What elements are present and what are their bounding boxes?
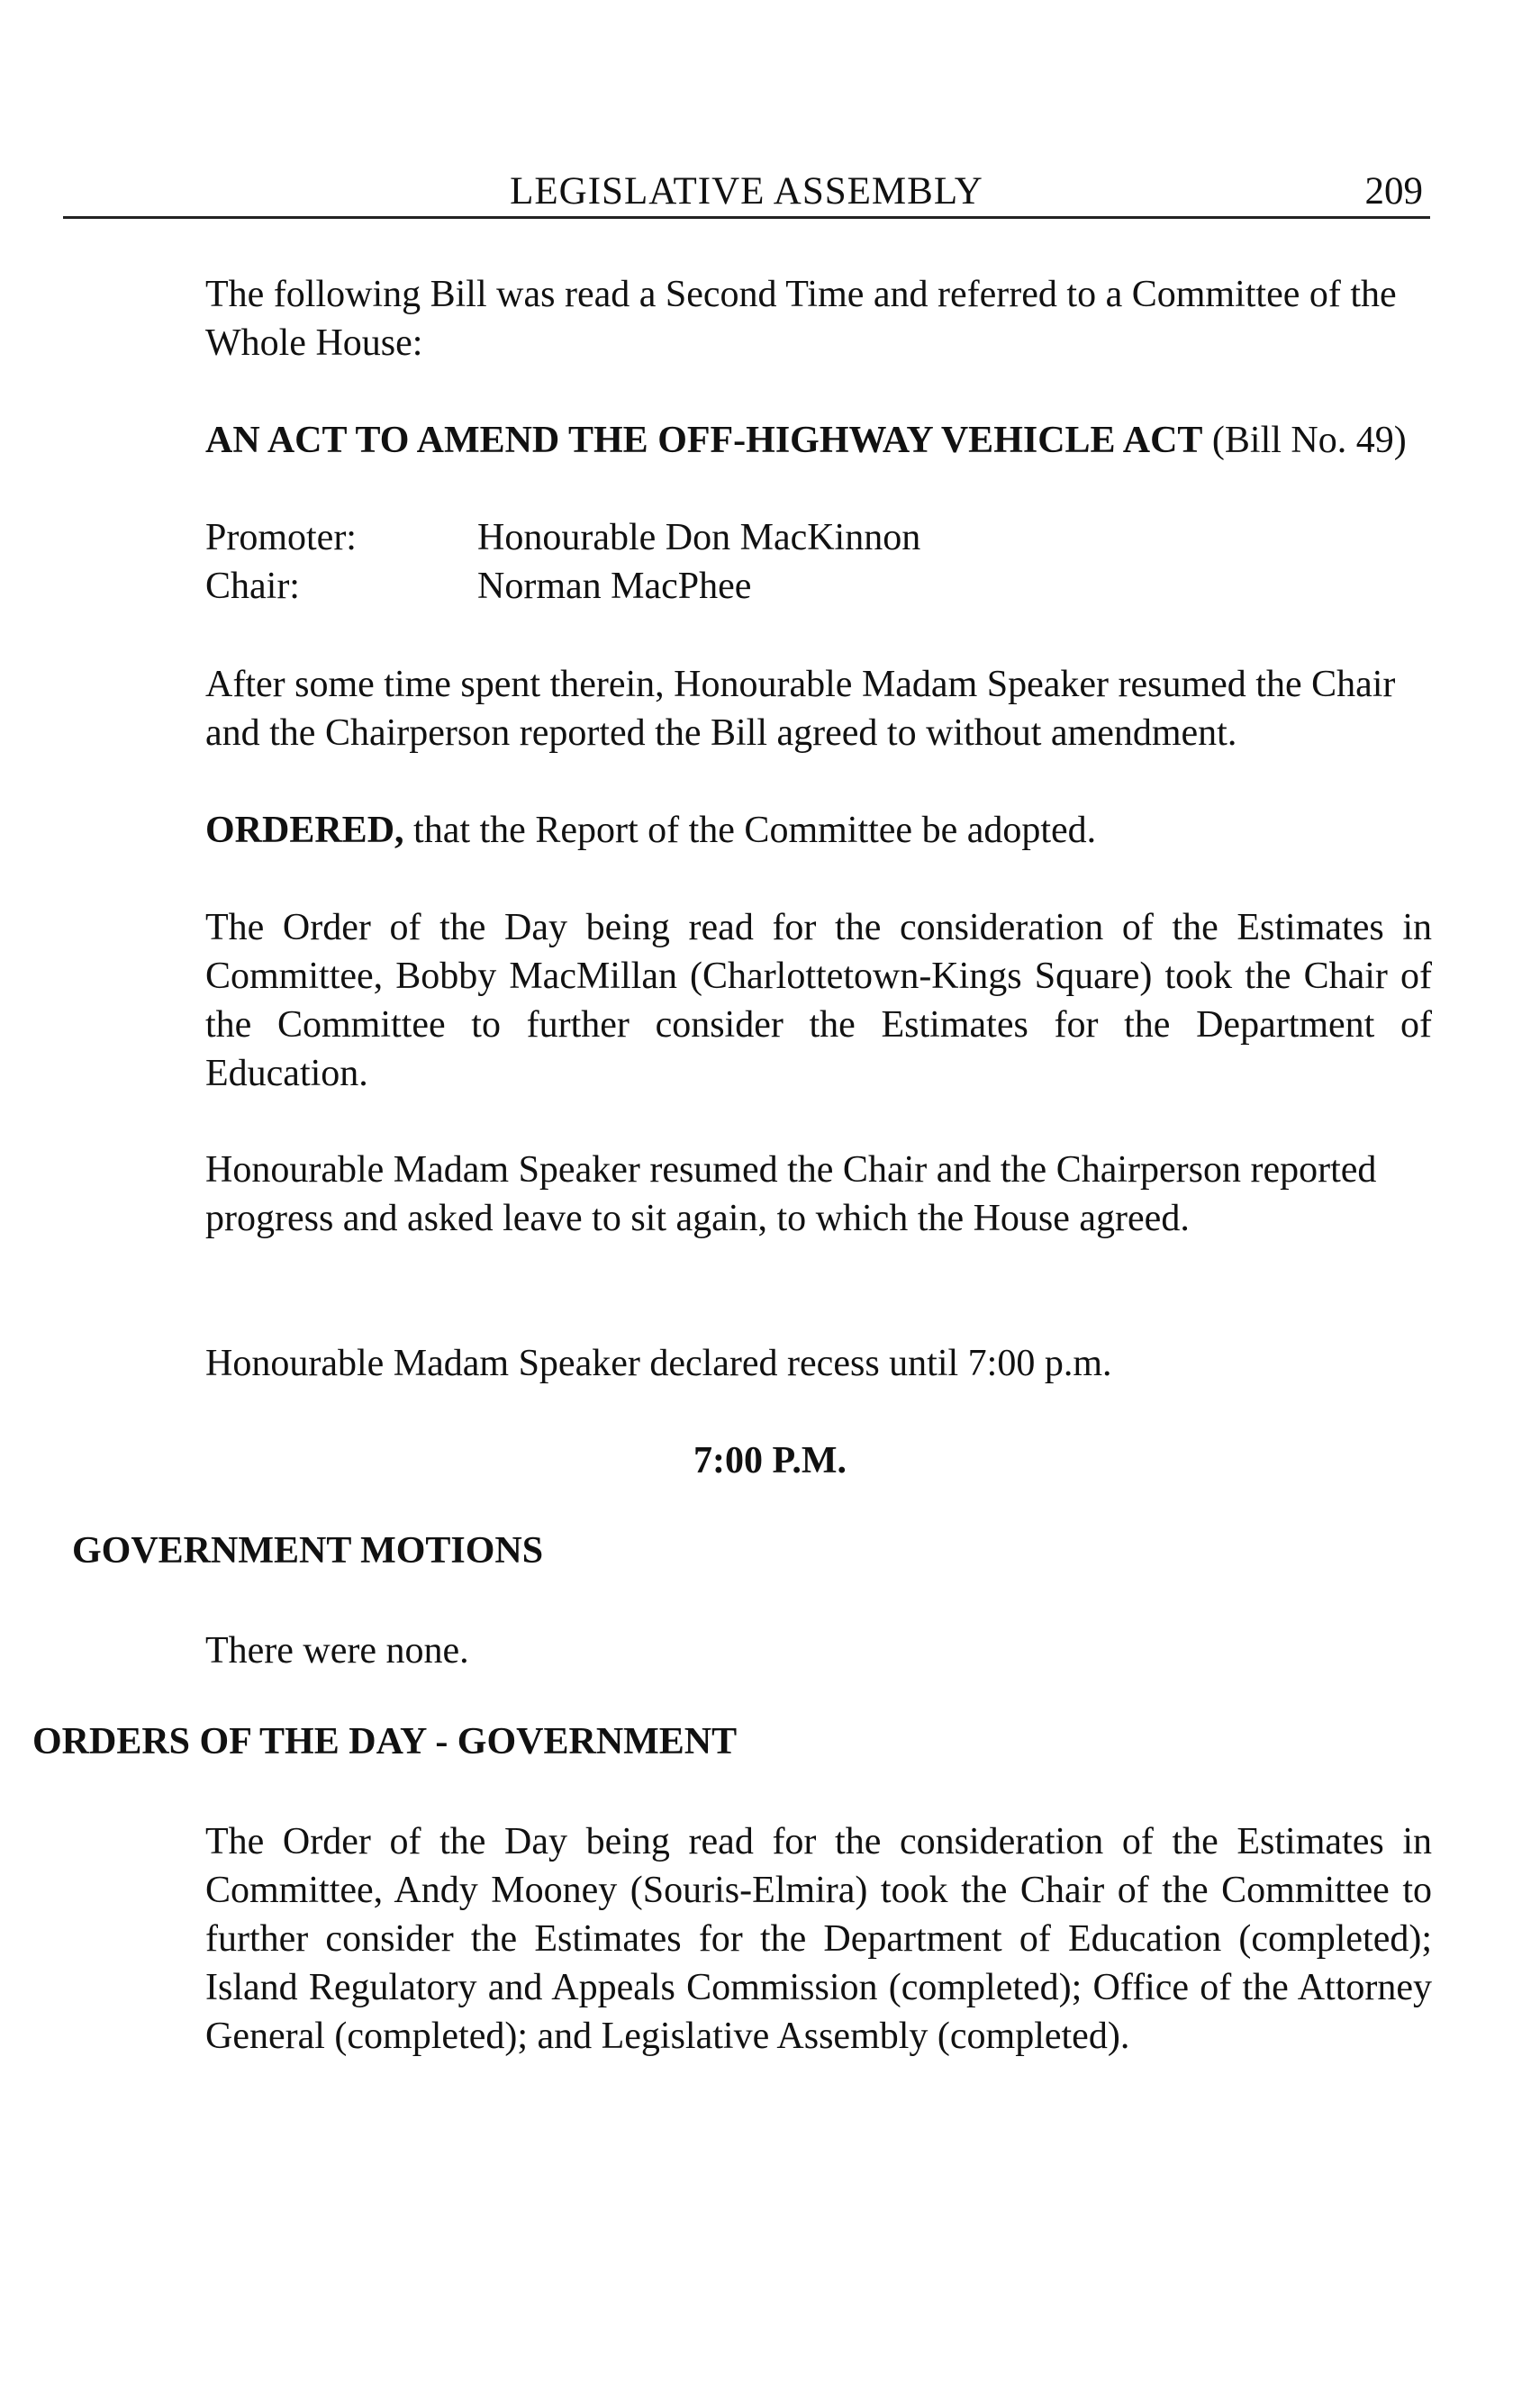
bill-referral-paragraph: The following Bill was read a Second Time and referred to a Committee of the Whole House: [205, 274, 1397, 364]
page-header [63, 162, 1430, 219]
recess-paragraph: Honourable Madam Speaker declared recess until 7:00 p.m. [205, 1343, 1112, 1384]
government-motions-heading: GOVERNMENT MOTIONS [72, 1530, 544, 1572]
header-title: LEGISLATIVE ASSEMBLY [510, 170, 983, 213]
page-number: 209 [1364, 170, 1423, 213]
chair-label: Chair: [205, 566, 300, 607]
progress-paragraph: Honourable Madam Speaker resumed the Chair and the Chairperson reported progress and asked leave to sit again, to which the House agreed. [205, 1149, 1377, 1239]
bill-title-paragraph [205, 416, 1432, 465]
chair-value: Norman MacPhee [477, 566, 752, 607]
ordered-text: that the Report of the Committee be adopted. [403, 810, 1097, 851]
ordered-paragraph [205, 806, 1432, 855]
government-motions-text: There were none. [205, 1630, 469, 1672]
bill-title: AN ACT TO AMEND THE OFF-HIGHWAY VEHICLE ACT [205, 420, 1203, 461]
estimates-paragraph-1: The Order of the Day being read for the consideration of the Estimates in Committee, Bobby MacMillan (Charlottetown-Kings Square) took the Chair of the Committee to further consider the Estimates for the Department of Education. [205, 907, 1432, 1094]
committee-report-paragraph: After some time spent therein, Honourable Madam Speaker resumed the Chair and the Chairperson reported the Bill agreed to without amendment. [205, 664, 1396, 754]
promoter-value: Honourable Don MacKinnon [477, 517, 921, 558]
ordered-label: ORDERED, [205, 810, 404, 851]
bill-number: (Bill No. 49) [1202, 420, 1407, 461]
promoter-label: Promoter: [205, 517, 357, 558]
time-heading: 7:00 P.M. [693, 1440, 847, 1481]
estimates-paragraph-2: The Order of the Day being read for the consideration of the Estimates in Committee, Andy Mooney (Souris-Elmira) took the Chair of the Committee to further consider the Estimates for the Department of Education (completed); Island Regulatory and Appeals Commission (completed); Office of the Attorney General (completed); and Legislative Assembly (completed). [205, 1821, 1432, 2057]
orders-of-the-day-heading: ORDERS OF THE DAY - GOVERNMENT [32, 1721, 738, 1762]
